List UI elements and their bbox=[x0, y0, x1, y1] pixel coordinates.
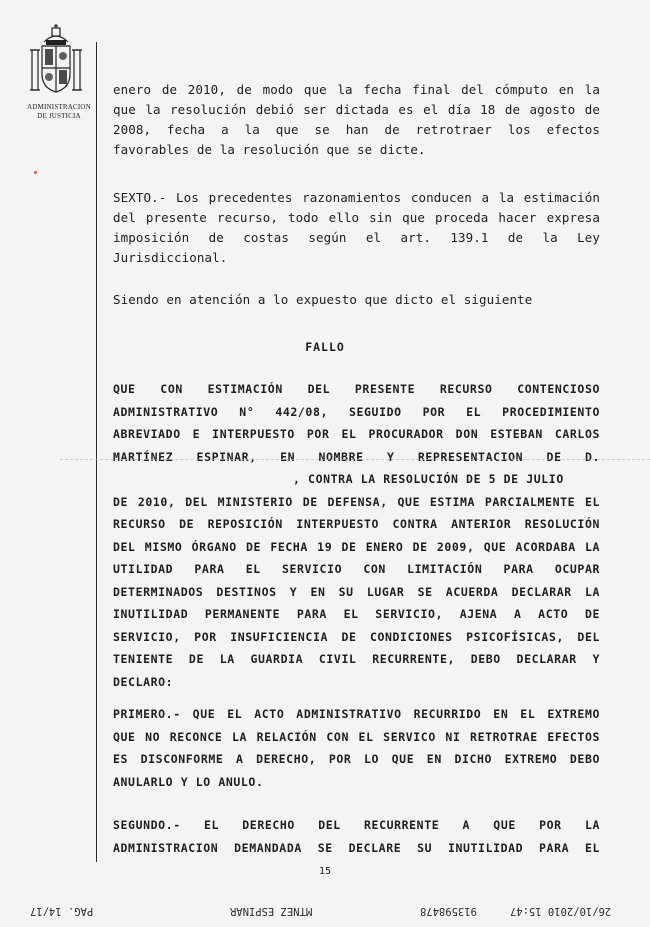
text-line: imposición de costas según el art. 139.1 de la Ley bbox=[113, 230, 600, 245]
text-line: DETERMINADOS DESTINOS Y EN SU LUGAR SE ACUERDA DECLARAR LA bbox=[113, 584, 600, 599]
text-line: ABREVIADO E INTERPUESTO POR EL PROCURADOR DON ESTEBAN CARLOS bbox=[113, 427, 600, 441]
text-line: QUE CON ESTIMACIÓN DEL PRESENTE RECURSO CONTENCIOSO bbox=[113, 382, 600, 396]
text-line: del presente recurso, todo ello sin que proceda hacer expresa bbox=[113, 210, 600, 225]
fallo-paragraph-bottom bbox=[113, 468, 600, 693]
paragraph-primero bbox=[113, 703, 600, 793]
text-line: QUE NO RECONCE LA RELACIÓN CON EL SERVICO NI RETROTRAE EFECTOS bbox=[113, 729, 600, 744]
fallo-paragraph-top bbox=[113, 378, 600, 468]
crest-caption-line1: ADMINISTRACION bbox=[27, 103, 91, 111]
text-line: SEXTO.- Los precedentes razonamientos conducen a la estimación bbox=[113, 190, 600, 205]
text-line: SERVICIO, POR INSUFICIENCIA DE CONDICIONES PSICOFÍSICAS, DEL bbox=[113, 629, 600, 644]
text-line: 2008, fecha a la que se han de retrotraer los efectos bbox=[113, 122, 600, 137]
fax-page: PAG. 14/17 bbox=[30, 905, 94, 917]
crest-caption-line2: DE JUSTICIA bbox=[37, 112, 81, 120]
text-line: DE 2010, DEL MINISTERIO DE DEFENSA, QUE ESTIMA PARCIALMENTE EL bbox=[113, 494, 600, 509]
paragraph-sexto bbox=[113, 188, 600, 268]
text-line: Siendo en atención a lo expuesto que dicto el siguiente bbox=[113, 292, 533, 307]
text-line: UTILIDAD PARA EL SERVICIO CON LIMITACIÓN PARA OCUPAR bbox=[113, 562, 600, 576]
text-line: SEGUNDO.- EL DERECHO DEL RECURRENTE A QUE POR LA bbox=[113, 818, 600, 832]
text-line: INUTILIDAD PERMANENTE PARA EL SERVICIO, AJENA A ACTO DE bbox=[113, 607, 600, 621]
fax-phone: 913598478 bbox=[420, 905, 477, 917]
scan-mark bbox=[34, 171, 37, 174]
text-line: ADMINISTRATIVO N° 442/08, SEGUIDO POR EL PROCEDIMIENTO bbox=[113, 404, 600, 419]
paragraph-intro-fallo bbox=[113, 290, 600, 310]
margin-rule bbox=[96, 42, 97, 862]
coat-of-arms-logo bbox=[26, 24, 86, 100]
text-line: que la resolución debió ser dictada es el día 18 de agosto de bbox=[113, 102, 600, 117]
text-line: PRIMERO.- QUE EL ACTO ADMINISTRATIVO RECURRIDO EN EL EXTREMO bbox=[113, 707, 600, 721]
text-line: , CONTRA LA RESOLUCIÓN DE 5 DE JULIO bbox=[293, 472, 564, 486]
fallo-heading: FALLO bbox=[305, 340, 345, 354]
fax-fold-line bbox=[60, 459, 650, 462]
page-number: 15 bbox=[318, 866, 332, 877]
paragraph-continuation bbox=[113, 80, 600, 160]
text-line: DECLARO: bbox=[113, 674, 174, 689]
crest-caption bbox=[14, 103, 104, 121]
text-line: favorables de la resolución que se dicte. bbox=[113, 142, 426, 157]
fax-datetime: 26/10/2010 15:47 bbox=[510, 905, 612, 917]
text-line: RECURSO DE REPOSICIÓN INTERPUESTO CONTRA ANTERIOR RESOLUCIÓN bbox=[113, 517, 600, 531]
text-line: ADMINISTRACION DEMANDADA SE DECLARE SU INUTILIDAD PARA EL bbox=[113, 840, 600, 855]
text-line: MARTÍNEZ ESPINAR, EN NOMBRE Y REPRESENTACION DE D. bbox=[113, 449, 600, 464]
paragraph-segundo bbox=[113, 814, 600, 859]
fax-sender: MTNEZ ESPINAR bbox=[230, 905, 313, 917]
text-line: enero de 2010, de modo que la fecha final del cómputo en la bbox=[113, 82, 600, 97]
text-line: DEL MISMO ÓRGANO DE FECHA 19 DE ENERO DE 2009, QUE ACORDABA LA bbox=[113, 539, 600, 554]
text-line: ANULARLO Y LO ANULO. bbox=[113, 774, 264, 789]
text-line: Jurisdiccional. bbox=[113, 250, 228, 265]
text-line: TENIENTE DE LA GUARDIA CIVIL RECURRENTE, DEBO DECLARAR Y bbox=[113, 652, 600, 666]
text-line: ES DISCONFORME A DERECHO, POR LO QUE EN DICHO EXTREMO DEBO bbox=[113, 752, 600, 766]
